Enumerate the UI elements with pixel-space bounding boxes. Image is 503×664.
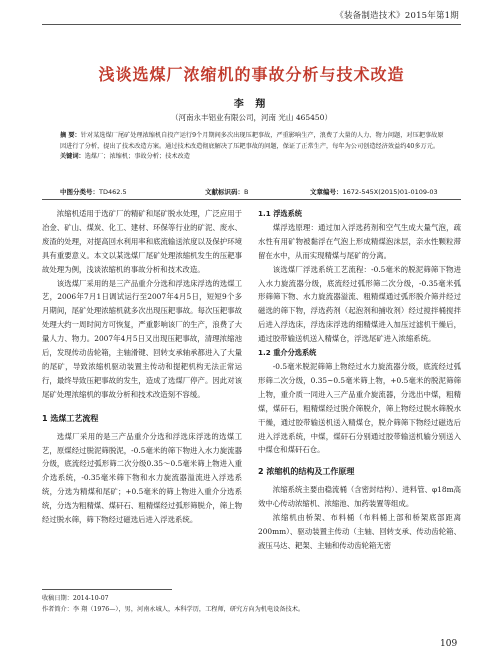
doccode-value: B xyxy=(244,188,249,196)
section-1-2-paragraph: -0.5毫米脱泥筛筛上物经过水力旋流器分级，底流经过弧形筛二次分级，0.35~0.5毫米筛上物，+0.5毫米的脱泥筛筛上物，重介质一同进入三产品重介旋流器，分选出中煤，粗精煤，煤矸石，粗精煤经过脱介筛脱介，筛上物经过脱水筛脱水干燥，通过胶带输送机送入精煤仓，脱介筛筛下物经过磁选后进入浮选系统，中煤，煤矸石分别通过胶带输送机输分别送入中煤仓和煤矸石仓。 xyxy=(258,361,461,455)
document-code xyxy=(205,187,248,196)
intro-paragraph-2: 该选煤厂采用的是三产品重介分选和浮选床浮选的选煤工艺，2006年7月1日调试运行至2007年4月5日，短短9个多月期间，尾矿处理浓缩机就多次出现压耙事故。每次压耙事故处理大约一周时间方可恢复，严重影响该厂的生产，浪费了大量人力、物力。2007年4月5日又出现压耙事故，清理浓缩池后，发现传动齿轮箱，主轴滑键、回转支承轴承都进入了大量的尾矿，导致浓缩机驱动装置主传动和提耙机构无法正常运行，最终导致压耙事故的发生，造成了选煤厂停产。因此对该尾矿处理浓缩机的事故分析和技术改造刻不容缓。 xyxy=(42,278,242,399)
doccode-label: 文献标识码： xyxy=(205,188,244,196)
meta-rule xyxy=(42,199,461,200)
received-date: 收稿日期：2014-10-07 xyxy=(42,595,109,602)
section-2-paragraph-1: 浓缩系统主要由稳流桶（含密封结构）、进料管、φ18m高效中心传动浓缩机、浓缩池、加药装置等组成。 xyxy=(258,485,461,509)
section-2-heading: 2 浓缩机的结构及工作原理 xyxy=(258,467,355,477)
clc-label: 中图分类号： xyxy=(60,188,99,196)
article-title: 浅谈选煤厂浓缩机的事故分析与技术改造 xyxy=(98,65,405,84)
section-1-2-heading: 1.2 重介分选系统 xyxy=(258,348,317,358)
section-1-1-paragraph-2: 该选煤厂浮选系统工艺流程：-0.5毫米的脱泥筛筛下物进入水力旋流器分级，底流经过弧形筛二次分级，-0.35毫米弧形筛筛下物、水力旋流器溢流、粗精煤通过弧形脱介筛并经过磁选的筛下物，浮选药剂（起泡剂和捕收剂）经过搅拌桶搅拌后进入浮选床，浮选床浮选的细精煤进入加压过滤机干燥后，通过胶带输送机送入精煤仓，浮选尾矿进入浓缩系统。 xyxy=(258,264,461,344)
left-column xyxy=(42,207,242,527)
abstract-block xyxy=(60,131,445,163)
journal-header: 《装备制造技术》2015年第1期 xyxy=(335,11,459,21)
section-1-1-paragraph-1: 煤浮选原理：通过加入浮选药剂和空气生成大量气泡，疏水性有用矿物被黏浮在气泡上形成精煤泡沫层，亲水性颗粒滞留在水中，从而实现精煤与尾矿的分离。 xyxy=(258,222,461,260)
section-1-1-heading: 1.1 浮选系统 xyxy=(258,209,302,218)
section-1-heading: 1 选煤工艺流程 xyxy=(42,413,99,423)
author-name: 李 翔 xyxy=(233,99,270,110)
article-number xyxy=(310,187,438,196)
keywords xyxy=(60,152,445,163)
clc-value: TD462.5 xyxy=(99,188,127,196)
author-affiliation: （河南永丰铝业有限公司，河南 光山 465450） xyxy=(171,113,332,122)
author-bio: 作者简介：李 翔（1976—），男，河南永城人，本科学历，工程师，研究方向为机电设备技术。 xyxy=(42,606,305,613)
articleno-label: 文章编号： xyxy=(310,188,343,196)
intro-paragraph-1: 浓缩机适用于选矿厂的精矿和尾矿脱水处理，广泛应用于冶金、矿山、煤炭、化工、建材、环保等行业的矿泥、废水、废渣的处理，对提高回水利用率和底流输送浓度以及保护环境具有重要意义。本文以某选煤厂尾矿处理浓缩机发生的压耙事故处理为例，浅谈浓缩机的事故分析和技术改造。 xyxy=(42,209,242,274)
keywords-text: 选煤厂；浓缩机；事故分析；技术改造 xyxy=(84,153,190,160)
abstract xyxy=(60,131,445,152)
page-number: 109 xyxy=(440,639,458,649)
articleno-value: 1672-545X(2015)01-0109-03 xyxy=(342,188,438,196)
section-1-paragraph: 选煤厂采用的是三产品重介分选和浮选床浮选的选煤工艺，原煤经过脱泥筛脱泥，-0.5毫米的筛下物进入水力旋流器分级，底流经过弧形筛二次分级0.35～0.5毫米筛上物进入重介选系统，-0.35毫米筛下物和水力旋流器溢流进入浮选系统，分选为精煤和尾矿；+0.5毫米的筛上物进入重介分选系统，分选为粗精煤、煤矸石、粗精煤经过弧形筛脱介，筛上物经过脱水筛，筛下物经过磁选后进入浮选系统。 xyxy=(42,431,242,525)
abstract-text: 针对某选煤厂尾矿处理浓缩机自投产运行9个月期间多次出现压耙事故，严重影响生产，浪费了大量的人力、物力问题，对压耙事故原因进行了分析，提出了技术改造方案。通过技术改造彻底解决了压耙事故的问题，保证了正常生产，每年为公司创造经济效益约40多万元。 xyxy=(60,132,444,150)
section-2-paragraph-2: 浓缩机由桥架、布料桶（布料桶上部和桥架底部距离200mm）、驱动装置主传动（主轴、回转支承、传动齿轮箱、液压马达、耙架、主轴和传动齿轮箱无密 xyxy=(258,513,461,550)
abstract-label: 摘 要： xyxy=(60,132,81,139)
clc-number xyxy=(60,187,127,196)
keywords-label: 关键词： xyxy=(60,153,85,160)
header-rule xyxy=(42,24,461,25)
footnote-rule xyxy=(42,589,172,590)
right-column xyxy=(258,207,461,553)
